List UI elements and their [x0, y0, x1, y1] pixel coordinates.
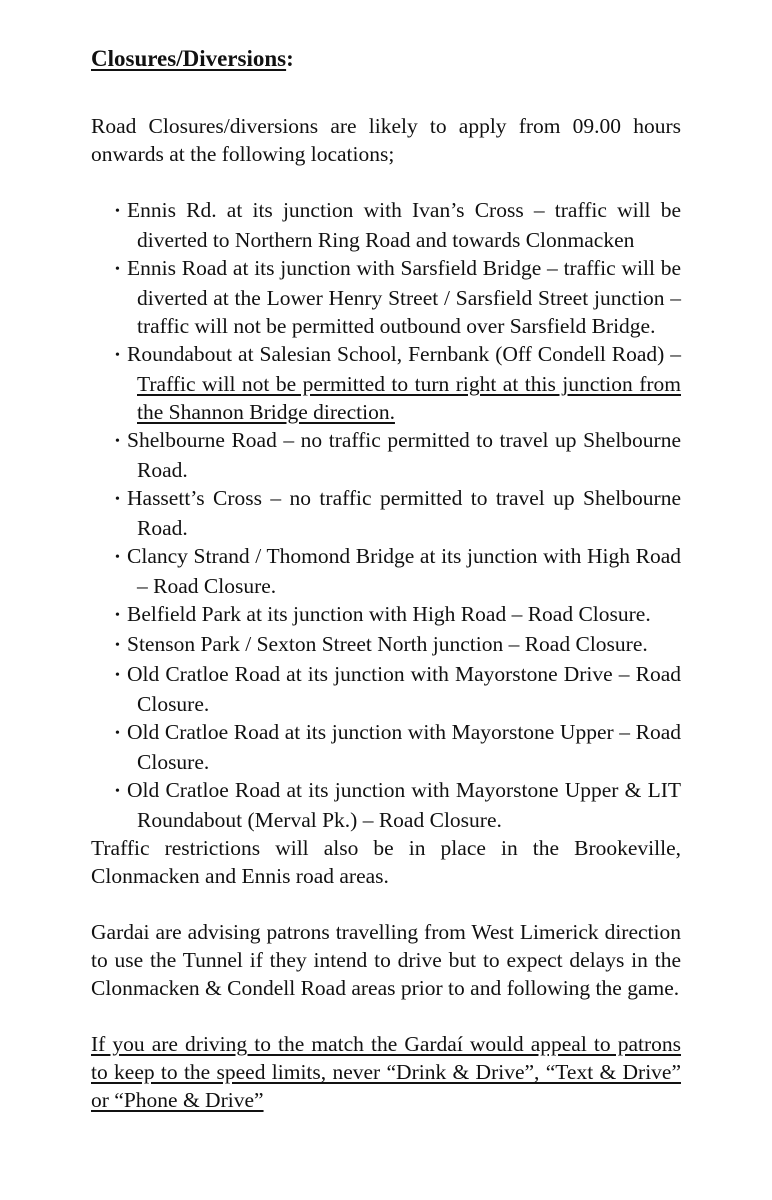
document-page: [91, 36, 681, 1114]
closure-text: Belfield Park at its junction with High Road – Road Closure.: [127, 602, 651, 626]
closures-list: [91, 196, 681, 834]
closure-text: Stenson Park / Sexton Street North junction – Road Closure.: [127, 632, 648, 656]
intro-paragraph: Road Closures/diversions are likely to apply from 09.00 hours onwards at the following locations;: [91, 114, 681, 166]
closure-text: Hassett’s Cross – no traffic permitted to travel up Shelbourne Road.: [127, 486, 681, 540]
bullet-icon: •: [115, 348, 120, 363]
list-item: [115, 196, 681, 254]
bullet-icon: •: [115, 550, 120, 565]
bullet-icon: •: [115, 668, 120, 683]
list-item: [115, 660, 681, 718]
closure-text: Old Cratloe Road at its junction with Mayorstone Upper – Road Closure.: [127, 720, 681, 774]
list-item: [115, 718, 681, 776]
list-item: [115, 542, 681, 600]
closure-text: Old Cratloe Road at its junction with Mayorstone Drive – Road Closure.: [127, 662, 681, 716]
restrictions-paragraph: Traffic restrictions will also be in place in the Brookeville, Clonmacken and Ennis road areas.: [91, 836, 681, 888]
section-heading: [91, 44, 681, 74]
list-item: [115, 426, 681, 484]
closure-text: Clancy Strand / Thomond Bridge at its junction with High Road – Road Closure.: [127, 544, 681, 598]
bullet-icon: •: [115, 726, 120, 741]
closure-text: Ennis Road at its junction with Sarsfield Bridge – traffic will be diverted at the Lower Henry Street / Sarsfield Street junction – traffic will not be permitted outbound over Sarsfield Bridge.: [127, 256, 681, 338]
bullet-icon: •: [115, 434, 120, 449]
bullet-icon: •: [115, 204, 120, 219]
closure-text: Ennis Rd. at its junction with Ivan’s Cross – traffic will be diverted to Northern Ring Road and towards Clonmacken: [127, 198, 681, 252]
gardai-advice-paragraph: Gardai are advising patrons travelling from West Limerick direction to use the Tunnel if they intend to drive but to expect delays in the Clonmacken & Condell Road areas prior to and following the game.: [91, 920, 681, 1000]
closure-text: Old Cratloe Road at its junction with Mayorstone Upper & LIT Roundabout (Merval Pk.) – Road Closure.: [127, 778, 681, 832]
bullet-icon: •: [115, 608, 120, 623]
closure-underlined-note: Traffic will not be permitted to turn right at this junction from the Shannon Bridge direction.: [137, 372, 681, 424]
list-item: [115, 776, 681, 834]
closure-text: Shelbourne Road – no traffic permitted to travel up Shelbourne Road.: [127, 428, 681, 482]
appeal-paragraph: If you are driving to the match the Gardaí would appeal to patrons to keep to the speed limits, never “Drink & Drive”, “Text & Drive” or “Phone & Drive”: [91, 1032, 681, 1112]
bullet-icon: •: [115, 262, 120, 277]
bullet-icon: •: [115, 492, 120, 507]
bullet-icon: •: [115, 638, 120, 653]
list-item: [115, 340, 681, 426]
list-item: [115, 254, 681, 340]
closure-text: Roundabout at Salesian School, Fernbank (Off Condell Road) –: [127, 342, 681, 366]
list-item: [115, 600, 681, 630]
heading-title: Closures/Diversions: [91, 46, 287, 71]
bullet-icon: •: [115, 784, 120, 799]
heading-colon: :: [286, 46, 294, 71]
list-item: [115, 630, 681, 660]
list-item: [115, 484, 681, 542]
